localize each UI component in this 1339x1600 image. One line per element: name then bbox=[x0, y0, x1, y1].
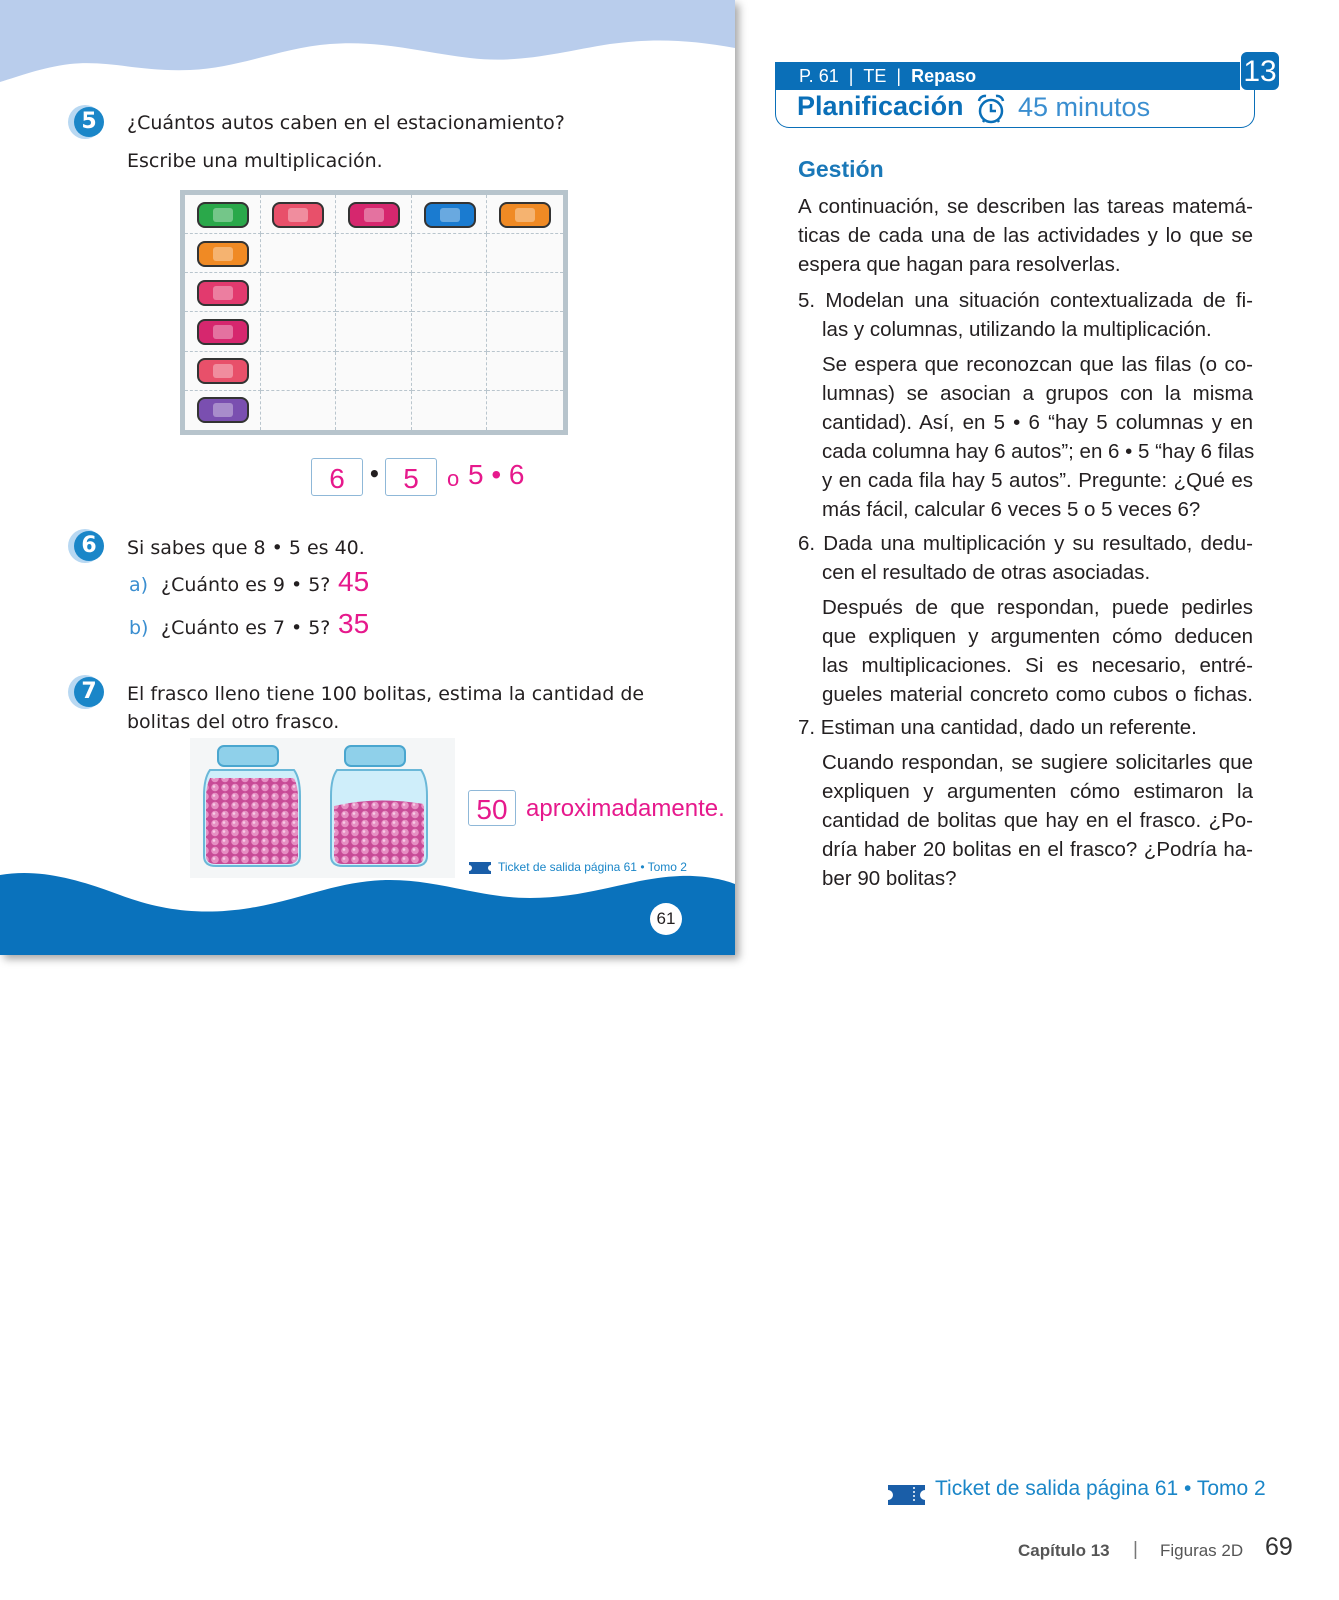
question-6a-answer: 45 bbox=[338, 566, 370, 597]
answer-box-factor-2: 5 bbox=[385, 458, 437, 496]
parking-space bbox=[261, 313, 337, 352]
parking-space bbox=[412, 391, 488, 430]
student-page bbox=[0, 0, 735, 955]
question-5-text: ¿Cuántos autos caben en el estacionamiento? bbox=[127, 112, 565, 134]
ticket-icon-large bbox=[888, 1485, 925, 1505]
parking-space bbox=[412, 352, 488, 391]
question-6-badge: 6 bbox=[68, 529, 106, 563]
question-6b-label: b) bbox=[129, 617, 149, 639]
planificacion-title: Planificación bbox=[797, 91, 964, 121]
item-7-title: 7. Estiman una cantidad, dado un referente. bbox=[798, 716, 1197, 739]
question-6-statement: Si sabes que 8 • 5 es 40. bbox=[127, 537, 365, 559]
planificacion-duration: 45 minutos bbox=[1018, 92, 1151, 122]
question-5-badge: 5 bbox=[68, 105, 106, 139]
car bbox=[197, 397, 249, 423]
parking-space bbox=[487, 273, 563, 312]
parking-space bbox=[261, 391, 337, 430]
footer-separator: | bbox=[1133, 1539, 1138, 1560]
alt-expression: 5 • 6 bbox=[468, 459, 525, 490]
question-6b-text: ¿Cuánto es 7 • 5? bbox=[161, 617, 331, 639]
parking-space bbox=[261, 234, 337, 273]
item-6-body: Después de que respondan, puede pedirles que expliquen y argumenten cómo deducen las multiplicaciones. Si es necesario, entré- gueles material concreto como cubos o fichas. bbox=[822, 596, 1253, 706]
footer-chapter: Capítulo 13 bbox=[1018, 1541, 1110, 1560]
item-5-title: 5. Modelan una situación contextualizada de fi- las y columnas, utilizando la multiplicación. bbox=[798, 289, 1253, 341]
parking-space bbox=[261, 273, 337, 312]
question-6a-label: a) bbox=[129, 574, 149, 596]
parking-space bbox=[487, 391, 563, 430]
page-reference: P. 61 bbox=[799, 66, 839, 86]
parking-space bbox=[412, 234, 488, 273]
question-5-instruction: Escribe una multiplicación. bbox=[127, 150, 383, 172]
parking-space bbox=[412, 313, 488, 352]
chapter-number-badge: 13 bbox=[1241, 52, 1279, 90]
alt-connector: o bbox=[447, 466, 460, 491]
question-7-line-1: El frasco lleno tiene 100 bolitas, estima la cantidad de bbox=[127, 683, 645, 705]
parking-space bbox=[336, 391, 412, 430]
parking-space bbox=[261, 352, 337, 391]
parking-space bbox=[487, 352, 563, 391]
gestion-heading: Gestión bbox=[798, 156, 884, 182]
ticket-exit-link-small[interactable]: Ticket de salida página 61 • Tomo 2 bbox=[498, 860, 687, 874]
parking-lot-grid bbox=[180, 190, 568, 435]
item-7-body: Cuando respondan, se sugiere solicitarles que expliquen y argumenten cómo estimaron la cantidad de bolitas que hay en el frasco. ¿Po- dría haber 20 bolitas en el frasco? ¿Podría ha- ber 90 bolitas? bbox=[822, 751, 1253, 890]
car bbox=[197, 358, 249, 384]
car bbox=[272, 202, 324, 228]
car bbox=[499, 202, 551, 228]
bottom-wave-decoration bbox=[0, 850, 735, 955]
gestion-intro: A continuación, se describen las tareas matemá- ticas de cada una de las actividades y lo que se espera que hagan para resolverlas. bbox=[798, 195, 1253, 276]
car bbox=[197, 241, 249, 267]
estimate-suffix: aproximadamente. bbox=[526, 795, 725, 822]
ticket-exit-link[interactable]: Ticket de salida página 61 • Tomo 2 bbox=[935, 1477, 1266, 1500]
section-type: Repaso bbox=[911, 66, 977, 86]
parking-space bbox=[487, 313, 563, 352]
question-7-badge: 7 bbox=[68, 675, 106, 709]
question-6b-answer: 35 bbox=[338, 608, 370, 639]
parking-space bbox=[336, 313, 412, 352]
alarm-clock-icon bbox=[975, 93, 1007, 125]
item-6-title: 6. Dada una multiplicación y su resultado, dedu- cen el resultado de otras asociadas. bbox=[798, 532, 1253, 584]
item-5-body: Se espera que reconozcan que las filas (o co- lumnas) se asocian a grupos con la misma cantidad). Así, en 5 • 6 “hay 5 columnas y en cada columna hay 6 autos”; en 6 • 5 “hay 6 filas y en cada fila hay 5 autos”. Pregunte: ¿Qué es más fácil, calcular 6 veces 5 o 5 veces 6? bbox=[822, 353, 1255, 521]
footer-page-number: 69 bbox=[1265, 1533, 1293, 1561]
car bbox=[424, 202, 476, 228]
question-6a-text: ¿Cuánto es 9 • 5? bbox=[161, 574, 331, 596]
page-number-61: 61 bbox=[650, 903, 682, 935]
parking-space bbox=[412, 273, 488, 312]
parking-space bbox=[336, 234, 412, 273]
car bbox=[197, 202, 249, 228]
parking-space bbox=[336, 273, 412, 312]
question-7-line-2: bolitas del otro frasco. bbox=[127, 711, 340, 733]
answer-box-estimate: 50 bbox=[468, 790, 516, 826]
parking-space bbox=[336, 352, 412, 391]
top-wave-decoration bbox=[0, 0, 735, 90]
section-header-bar: P. 61 | TE | Repaso bbox=[775, 62, 1240, 90]
car bbox=[197, 280, 249, 306]
answer-box-factor-1: 6 bbox=[311, 458, 363, 496]
tag-te: TE bbox=[863, 66, 887, 86]
multiplication-dot: • bbox=[368, 462, 381, 486]
parking-space bbox=[487, 234, 563, 273]
footer-topic: Figuras 2D bbox=[1160, 1541, 1244, 1560]
car bbox=[197, 319, 249, 345]
car bbox=[348, 202, 400, 228]
